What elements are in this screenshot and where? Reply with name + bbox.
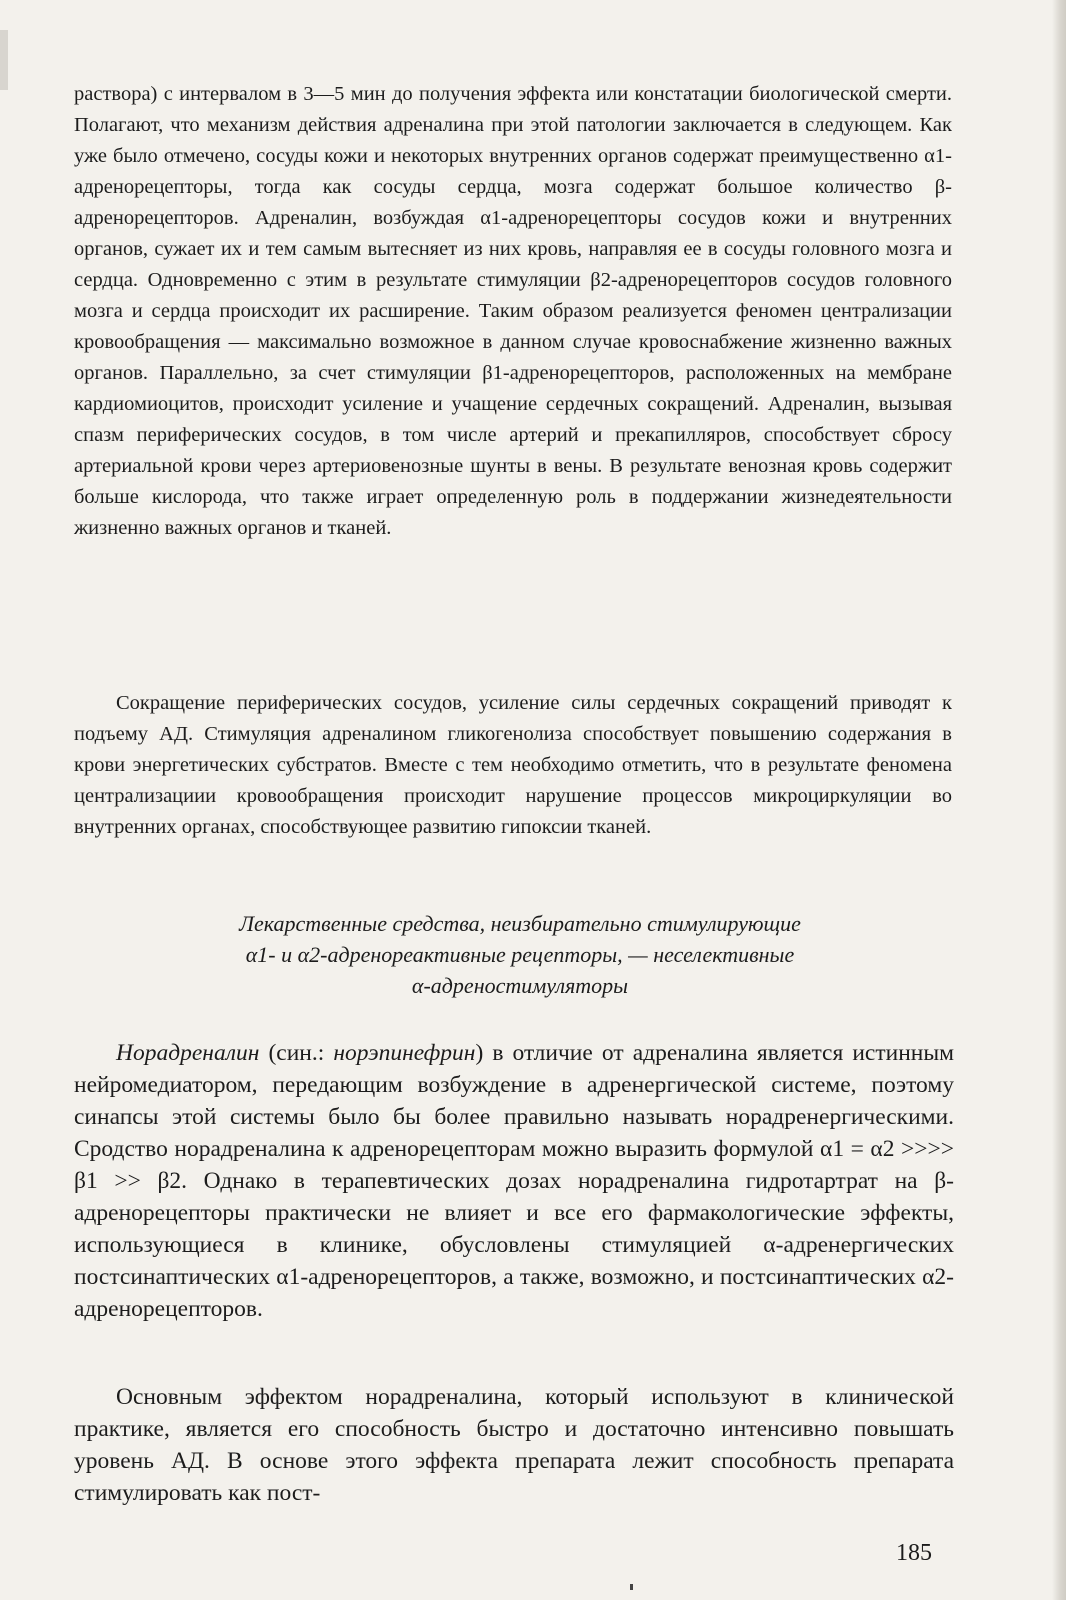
term-norepinephrine: норэпинефрин [333,1040,476,1066]
paragraph-body: ) в отличие от адреналина является истинным нейромедиатором, передающим возбуждение в адренергической системе, поэтому синапсы этой системы было бы более правильно называть норадренергическими. Сродство норадреналина к адренорецепторам можно выразить формулой α1 = α2 >>>> β1 >> β2. Однако в терапевтических дозах норадреналина гидротартрат на β-адренорецепторы практически не влияет и все его фармакологические эффекты, использующиеся в клинике, обусловлены стимуляцией α-адренергических постсинаптических α1-адренорецепторов, а также, возможно, и постсинаптических α2-адренорецепторов. [74,1040,955,1322]
scan-speck [630,1584,633,1590]
paragraph-adrenaline-mechanism: раствора) с интервалом в 3—5 мин до получения эффекта или констатации биологической смерти. Полагают, что механизм действия адреналина при этой патологии заключается в следующем. Как уже было отмечено, сосуды кожи и некоторых внутренних органов содержат преимущественно α1-адренорецепторы, тогда как сосуды сердца, мозга содержат большое количество β-адренорецепторов. Адреналин, возбуждая α1-адренорецепторы сосудов кожи и внутренних органов, сужает их и тем самым вытесняет из них кровь, направляя ее в сосуды головного мозга и сердца. Одновременно с этим в результате стимуляции β2-адренорецепторов сосудов головного мозга и сердца происходит их расширение. Таким образом реализуется феномен централизации кровообращения — максимально возможное в данном случае кровоснабжение жизненно важных органов. Параллельно, за счет стимуляции β1-адренорецепторов, расположенных на мембране кардиомиоцитов, происходит усиление и учащение сердечных сокращений. Адреналин, вызывая спазм периферических сосудов, в том числе артерий и прекапилляров, способствует сбросу артериальной крови через артериовенозные шунты в вены. В результате венозная кровь содержит больше кислорода, что также играет определенную роль в поддержании жизнедеятельности жизненно важных органов и тканей. [74,83,952,539]
heading-line: α-адреностимуляторы [411,973,629,998]
heading-line: α1- и α2-адренореактивные рецепторы, — неселективные [245,942,795,967]
term-noradrenaline: Норадреналин [116,1040,260,1066]
paragraph-vessel-constriction: Сокращение периферических сосудов, усиление силы сердечных сокращений приводят к подъему АД. Стимуляция адреналином гликогенолиза способствует повышению содержания в крови энергетических субстратов. Вместе с тем необходимо отметить, что в результате феномена централизациии кровообращения происходит нарушение процессов микроциркуляции во внутренних органах, способствующее развитию гипоксии тканей. [74,692,952,838]
heading-line: Лекарственные средства, неизбирательно стимулирующие [239,911,801,936]
synonym-prefix: (син.: [259,1040,334,1066]
page-number: 185 [896,1540,932,1566]
paragraph-noradrenaline [74,1037,954,1325]
section-heading [140,908,900,1001]
scan-mark [0,30,8,90]
scan-edge [1052,0,1066,1600]
paragraph-main-effect: Основным эффектом норадреналина, который используют в клинической практике, является его способность быстро и достаточно интенсивно повышать уровень АД. В основе этого эффекта препарата лежит способность препарата стимулировать как пост- [74,1384,954,1506]
